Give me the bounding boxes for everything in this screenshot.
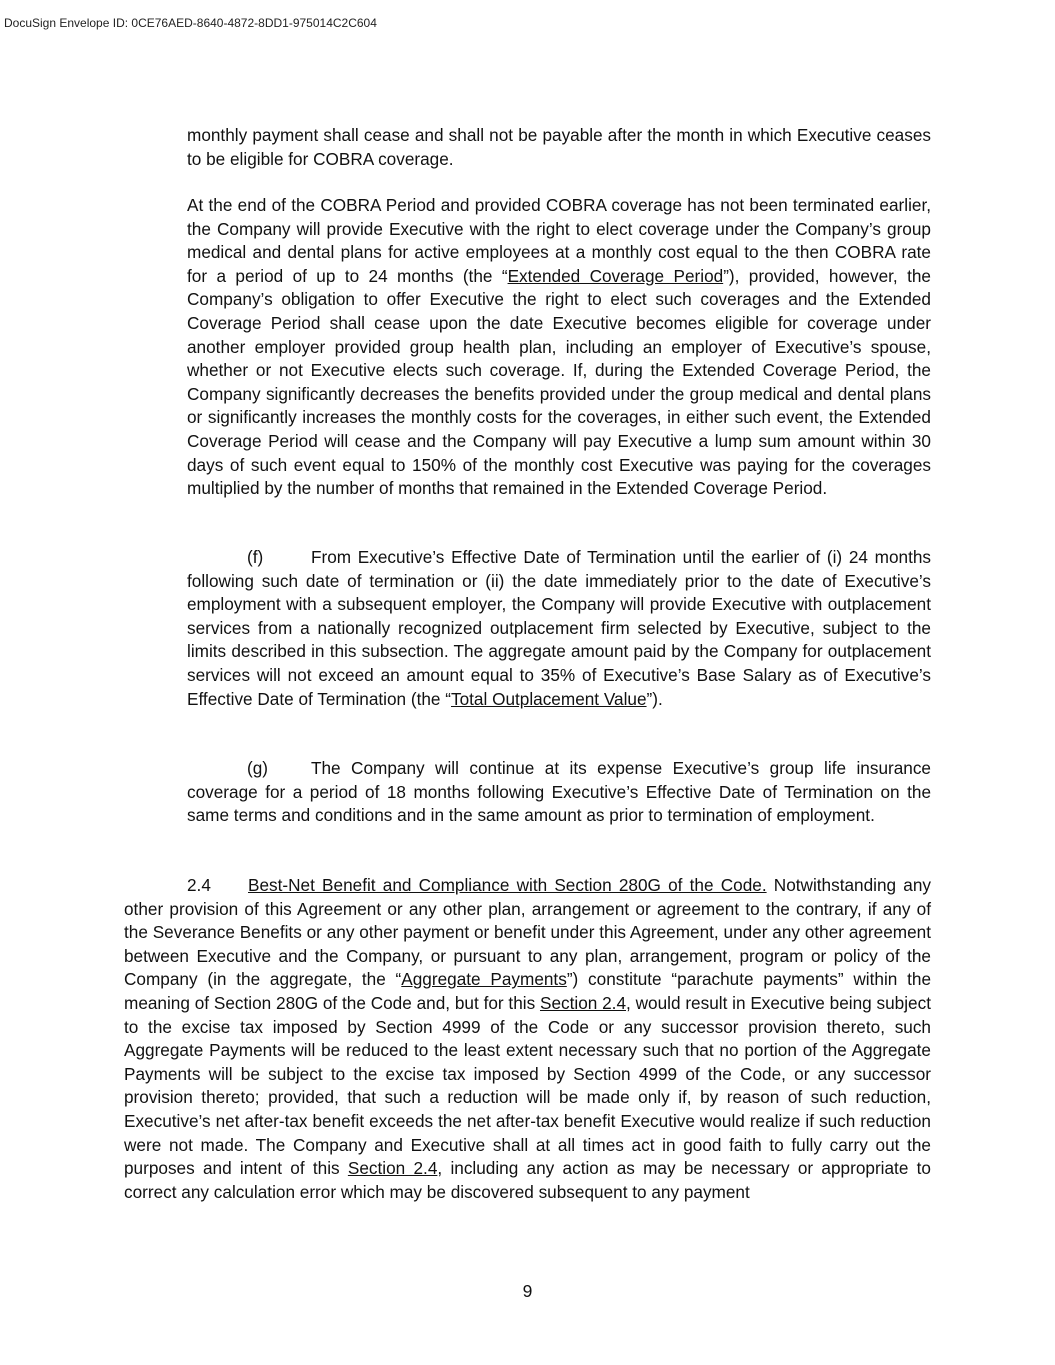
section-number: 2.4	[187, 875, 211, 895]
subsection-label-f: (f)	[247, 547, 264, 567]
defined-term-total-outplacement-value: Total Outplacement Value	[451, 688, 647, 709]
subsection-label-g: (g)	[247, 758, 269, 778]
section-heading: Best-Net Benefit and Compliance with Section 280G of the Code.	[248, 875, 767, 895]
paragraph-text: From Executive’s Effective Date of Termination until the earlier of (i) 24 months following such date of termination or (ii) the date immediately prior to the date of Executive’s employment with a subsequent employer, the Company will provide Executive with outplacement services from a nationally recognized outplacement firm selected by Executive, subject to the limits described in this subsection. The aggregate amount paid by the Company for outplacement services will not exceed an amount equal to 35% of Executive’s Base Salary as of Executive’s Effective Date of Termination (the “	[187, 547, 931, 709]
paragraph-text: monthly payment shall cease and shall not be payable after the month in which Executive ceases to be eligible for COBRA coverage.	[187, 125, 931, 169]
paragraph-f-outplacement	[187, 546, 931, 711]
paragraph-text: ”).	[646, 688, 663, 709]
paragraph-extended-coverage	[187, 194, 931, 501]
page-number: 9	[522, 1281, 533, 1301]
defined-term-extended-coverage-period: Extended Coverage Period	[507, 265, 724, 286]
docusign-envelope-id: DocuSign Envelope ID: 0CE76AED-8640-4872-8DD1-975014C2C604	[4, 16, 377, 30]
cross-reference-section-2-4: Section 2.4	[347, 1158, 438, 1179]
paragraph-g-life-insurance	[187, 757, 931, 828]
cross-reference-section-2-4: Section 2.4	[539, 992, 627, 1013]
section-2-4-best-net-benefit	[124, 874, 931, 1204]
paragraph-text: Notwithstanding any other provision of this Agreement or any other plan, arrangement or agreement to the contrary, if any of the Severance Benefits or any other payment or benefit under this Agreement, under any other agreement between Executive and the Company, or pursuant to any plan, arrangement, program or policy of the Company (in the aggregate, the “	[124, 875, 931, 990]
paragraph-text: , would result in Executive being subject to the excise tax imposed by Section 4999 of the Code or any successor provision thereto, such Aggregate Payments will be reduced to the least extent necessary such that no portion of the Aggregate Payments will be subject to the excise tax imposed by Section 4999 of the Code, or any successor provision thereto; provided, that such a reduction will be made only if, by reason of such reduction, Executive’s net after-tax benefit exceeds the net after-tax benefit Executive would realize if such reduction were not made. The Company and Executive shall at all times act in good faith to fully carry out the purposes and intent of this	[124, 992, 931, 1179]
defined-term-aggregate-payments: Aggregate Payments	[401, 969, 567, 990]
paragraph-cobra-cessation	[187, 124, 931, 171]
paragraph-text: , including any action as may be necessary or appropriate to correct any calculation error which may be discovered subsequent to any payment	[124, 1158, 931, 1202]
paragraph-text: ”) constitute “parachute payments” within the meaning of Section 280G of the Code and, but for this	[124, 969, 931, 1013]
paragraph-text: ”), provided, however, the Company’s obligation to offer Executive the right to elect such coverages and the Extended Coverage Period shall cease upon the date Executive becomes eligible for coverage under another employer provided group health plan, including an employer of Executive’s spouse, whether or not Executive elects such coverage. If, during the Extended Coverage Period, the Company significantly decreases the benefits provided under the group medical and dental plans or significantly increases the monthly costs for the coverages, in either such event, the Extended Coverage Period will cease and the Company will pay Executive a lump sum amount within 30 days of such event equal to 150% of the monthly cost Executive was paying for the coverages multiplied by the number of months that remained in the Extended Coverage Period.	[187, 265, 931, 499]
paragraph-text: The Company will continue at its expense Executive’s group life insurance coverage for a period of 18 months following Executive’s Effective Date of Termination on the same terms and conditions and in the same amount as prior to termination of employment.	[187, 758, 931, 826]
paragraph-text: At the end of the COBRA Period and provided COBRA coverage has not been terminated earlier, the Company will provide Executive with the right to elect coverage under the Company’s group medical and dental plans for active employees at a monthly cost equal to the then COBRA rate for a period of up to 24 months (the “	[187, 195, 931, 286]
